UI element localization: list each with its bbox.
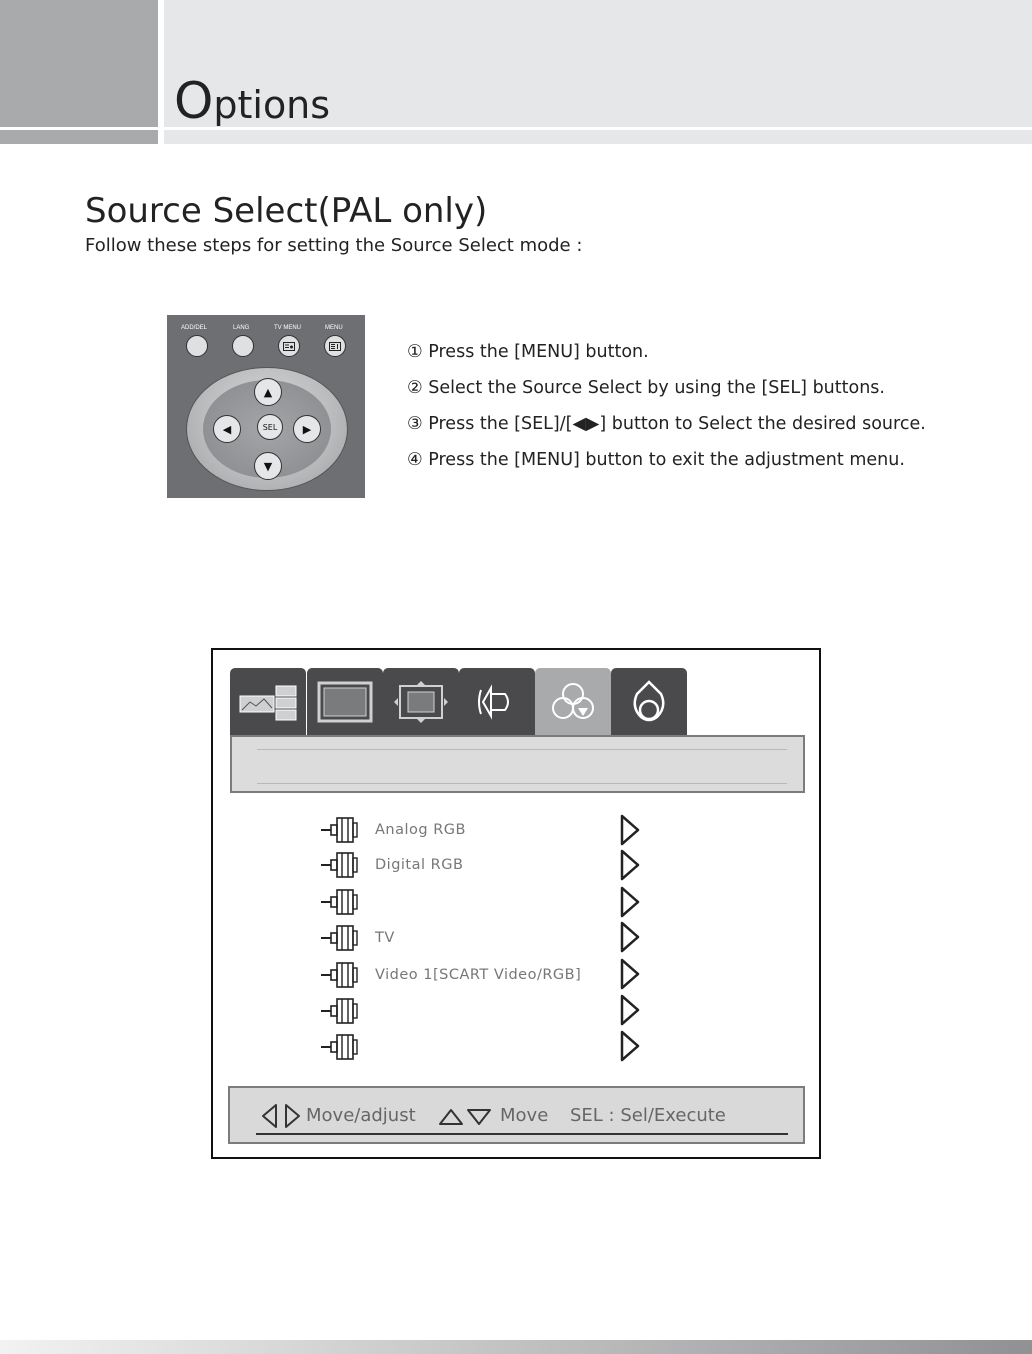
help-move: Move: [500, 1105, 549, 1126]
tab-source: [535, 668, 611, 735]
screen-icon: [317, 681, 373, 723]
footer-gradient-bar: [0, 1340, 1032, 1354]
help-sel-execute: SEL : Sel/Execute: [570, 1105, 726, 1126]
tab-position: [383, 668, 459, 735]
connector-icon: [319, 888, 359, 916]
remote-label-menu: MENU: [325, 325, 343, 331]
menu-icon: [329, 342, 341, 351]
source-row-analog-rgb: [319, 816, 639, 844]
connector-icon: [319, 924, 359, 952]
left-arrow-icon: ◀: [213, 415, 241, 443]
connector-icon: [319, 851, 359, 879]
osd-info-panel: [230, 735, 805, 793]
page-title: [174, 72, 331, 130]
remote-lang-button: [232, 335, 254, 357]
chevron-right-icon: [619, 921, 643, 953]
picture-icon: [238, 682, 298, 722]
setup-icon: [629, 679, 669, 725]
source-row-empty: [319, 1033, 639, 1061]
remote-label-tv-menu: TV MENU: [274, 325, 301, 331]
step-2: ② Select the Source Select by using the [SEL] buttons.: [407, 378, 885, 398]
info-divider: [257, 783, 787, 784]
step-3: ③ Press the [SEL]/[◀▶] button to Select the desired source.: [407, 414, 926, 434]
source-row-digital-rgb: [319, 851, 639, 879]
tab-setup: [611, 668, 687, 735]
header-rule-right: [164, 130, 1032, 144]
chevron-right-icon: [619, 849, 643, 881]
source-row-empty: [319, 997, 639, 1025]
position-icon: [392, 680, 450, 724]
page-title-initial: O: [174, 72, 214, 130]
step-1: ① Press the [MENU] button.: [407, 342, 649, 362]
header-rule-left: [0, 130, 158, 144]
chevron-right-icon: [619, 814, 643, 846]
connector-icon: [319, 816, 359, 844]
source-row-empty: [319, 888, 639, 916]
up-down-arrows-icon: [438, 1107, 494, 1127]
chevron-right-icon: [619, 1030, 643, 1062]
info-divider: [257, 749, 787, 750]
osd-help-bar: [228, 1086, 805, 1144]
remote-add-del-button: [186, 335, 208, 357]
source-label: Video 1[SCART Video/RGB]: [375, 967, 582, 983]
connector-icon: [319, 961, 359, 989]
section-subtitle: Follow these steps for setting the Source Select mode :: [85, 235, 583, 256]
source-label: TV: [375, 930, 395, 946]
tab-sound: [459, 668, 535, 735]
header-gray-block: [0, 0, 158, 127]
tv-menu-icon: [283, 342, 295, 351]
remote-menu-button: [324, 335, 346, 357]
source-row-tv: [319, 924, 639, 952]
up-arrow-icon: ▲: [254, 378, 282, 406]
remote-label-lang: LANG: [233, 325, 250, 331]
chevron-right-icon: [619, 958, 643, 990]
remote-direction-pad: [186, 367, 348, 491]
source-label: Digital RGB: [375, 857, 464, 873]
remote-label-add-del: ADD/DEL: [181, 325, 208, 331]
help-underline: [256, 1133, 788, 1135]
remote-sel-button: SEL: [257, 414, 283, 440]
chevron-right-icon: [619, 994, 643, 1026]
left-right-arrows-icon: [260, 1103, 304, 1129]
source-label: Analog RGB: [375, 822, 466, 838]
step-4: ④ Press the [MENU] button to exit the adjustment menu.: [407, 450, 905, 470]
osd-menu-screen: [211, 648, 821, 1159]
help-move-adjust: Move/adjust: [306, 1105, 416, 1126]
right-arrow-icon: ▶: [293, 415, 321, 443]
tab-screen: [307, 668, 383, 735]
section-title: Source Select(PAL only): [85, 191, 488, 231]
sound-icon: [477, 680, 517, 724]
down-arrow-icon: ▼: [254, 452, 282, 480]
page-title-rest: ptions: [213, 83, 331, 127]
source-row-video-1: [319, 961, 639, 989]
tab-picture: [230, 668, 306, 735]
steps-list: [407, 340, 926, 484]
remote-control-illustration: [167, 315, 365, 498]
connector-icon: [319, 1033, 359, 1061]
remote-tv-menu-button: [278, 335, 300, 357]
connector-icon: [319, 997, 359, 1025]
chevron-right-icon: [619, 886, 643, 918]
source-icon: [548, 680, 598, 724]
